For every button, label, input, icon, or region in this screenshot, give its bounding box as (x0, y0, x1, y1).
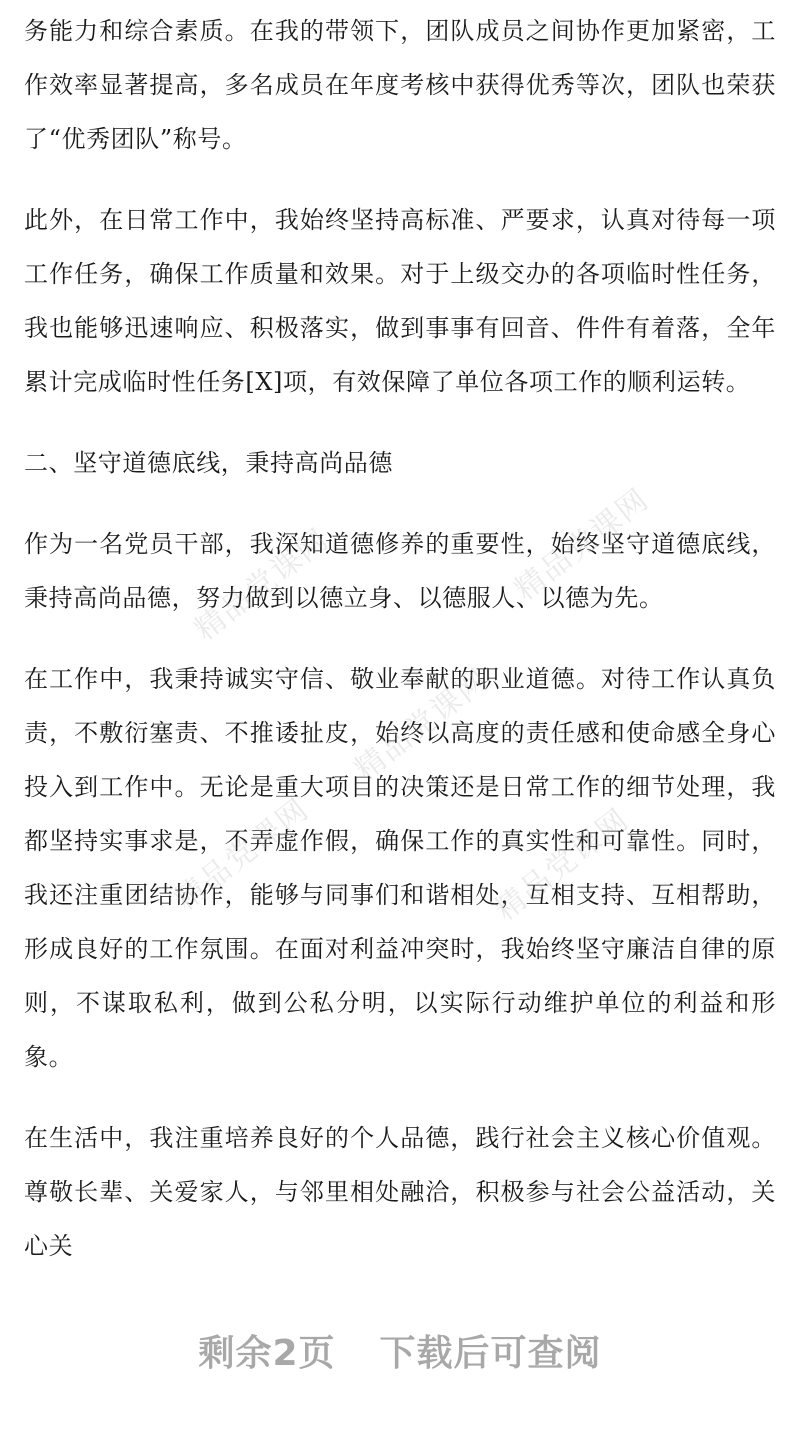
document-body (24, 4, 776, 1300)
watermark: 精品党课网 (488, 801, 636, 928)
download-prompt-banner (0, 1325, 800, 1376)
download-to-view-label: 下载后可查阅 (379, 1333, 602, 1374)
paragraph-work-ethics: 在工作中，我秉持诚实守信、敬业奉献的职业道德。对待工作认真负责，不敷衍塞责、不推诿扯皮，始终以高度的责任感和使命感全身心投入到工作中。无论是重大项目的决策还是日常工作的细节处理，我都坚持实事求是，不弄虚作假，确保工作的真实性和可靠性。同时，我还注重团结协作，能够与同事们和谐相处，互相支持、互相帮助，形成良好的工作氛围。在面对利益冲突时，我始终坚守廉洁自律的原则，不谋取私利，做到公私分明，以实际行动维护单位的利益和形象。 (24, 665, 776, 1071)
paragraph-daily-work: 此外，在日常工作中，我始终坚持高标准、严要求，认真对待每一项工作任务，确保工作质量和效果。对于上级交办的各项临时性任务，我也能够迅速响应、积极落实，做到事事有回音、件件有着落，全年累计完成临时性任务[X]项，有效保障了单位各项工作的顺利运转。 (24, 206, 776, 396)
section-heading: 二、坚守道德底线，秉持高尚品德 (24, 449, 393, 477)
watermark: 精品党课网 (508, 481, 656, 608)
paragraph-team-results: 务能力和综合素质。在我的带领下，团队成员之间协作更加紧密，工作效率显著提高，多名成员在年度考核中获得优秀等次，团队也荣获了“优秀团队”称号。 (24, 17, 776, 153)
remaining-pages-label: 剩余2页 (198, 1333, 336, 1374)
paragraph-moral-intro: 作为一名党员干部，我深知道德修养的重要性，始终坚守道德底线，秉持高尚品德，努力做到以德立身、以德服人、以德为先。 (24, 530, 776, 612)
watermark: 精品党课网 (348, 661, 496, 788)
watermark: 精品党课网 (188, 521, 336, 648)
paragraph-life-character: 在生活中，我注重培养良好的个人品德，践行社会主义核心价值观。尊敬长辈、关爱家人，与邻里相处融洽，积极参与社会公益活动，关心关 (24, 1124, 776, 1260)
watermark: 精品党课网 (168, 791, 316, 918)
